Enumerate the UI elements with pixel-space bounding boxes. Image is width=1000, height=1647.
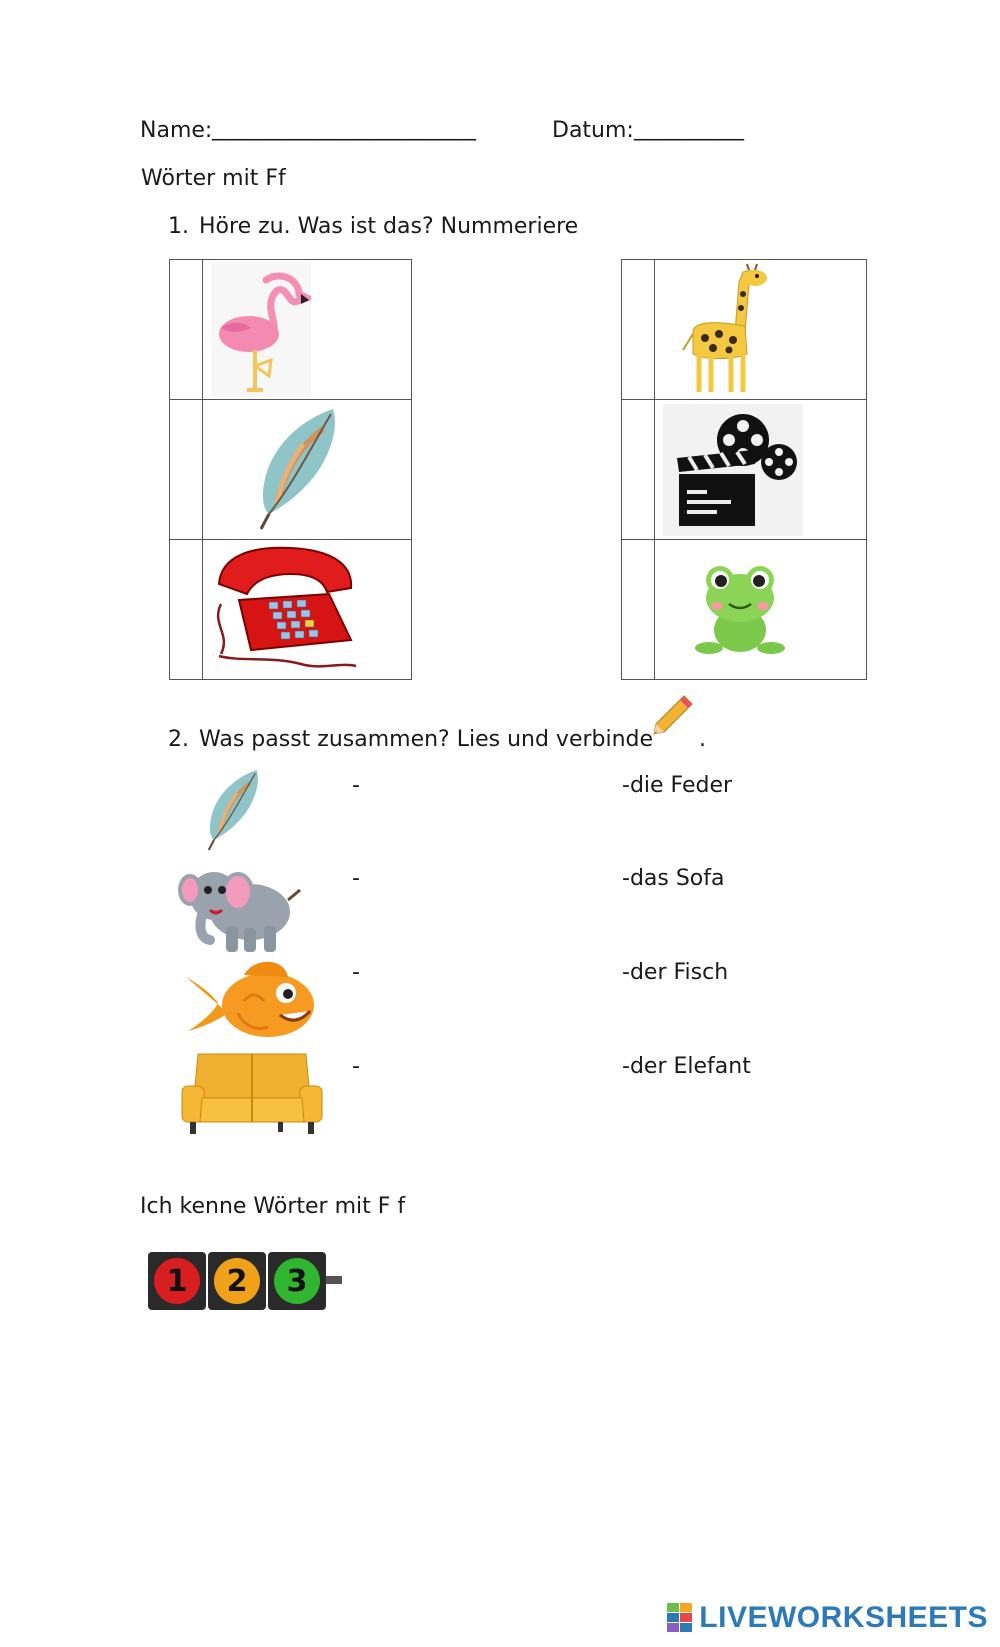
- telephone-icon: [211, 544, 361, 674]
- name-label: Name:: [140, 118, 213, 143]
- number-cell[interactable]: [622, 540, 655, 680]
- level-button-2[interactable]: 2: [226, 1263, 248, 1299]
- numbering-table-right: [621, 259, 867, 680]
- logo-blocks-icon: [667, 1603, 693, 1633]
- image-cell-telephone: [203, 540, 412, 680]
- match-word-1[interactable]: -die Feder: [622, 773, 733, 798]
- elephant-icon[interactable]: [176, 860, 306, 956]
- pencil-icon: [648, 692, 694, 738]
- task2-instruction: Was passt zusammen? Lies und verbinde: [199, 727, 654, 752]
- image-cell-giraffe: [655, 260, 867, 400]
- match-dot-left-1[interactable]: -: [352, 773, 360, 798]
- number-cell[interactable]: [622, 260, 655, 400]
- match-word-4[interactable]: -der Elefant: [622, 1054, 751, 1079]
- feather-icon[interactable]: [190, 766, 270, 854]
- number-cell[interactable]: [170, 400, 203, 540]
- number-input-feather[interactable]: [170, 455, 202, 485]
- match-dot-left-3[interactable]: -: [352, 960, 360, 985]
- frog-icon: [695, 560, 785, 660]
- feather-icon: [233, 404, 353, 534]
- name-field[interactable]: ________________________: [212, 116, 476, 141]
- film-icon: [663, 404, 803, 536]
- fish-icon[interactable]: [184, 957, 318, 1047]
- self-check-text: Ich kenne Wörter mit F f: [140, 1194, 406, 1219]
- logo-text: LIVEWORKSHEETS: [699, 1601, 988, 1634]
- self-check-rating: [148, 1252, 344, 1310]
- image-cell-feather: [203, 400, 412, 540]
- match-dot-left-4[interactable]: -: [352, 1054, 360, 1079]
- sofa-icon[interactable]: [178, 1046, 326, 1138]
- liveworksheets-logo[interactable]: [667, 1601, 988, 1635]
- task1-instruction: Höre zu. Was ist das? Nummeriere: [199, 214, 579, 239]
- number-cell[interactable]: [170, 540, 203, 680]
- date-label: Datum:: [552, 118, 634, 143]
- date-field[interactable]: __________: [634, 116, 744, 141]
- number-input-flamingo[interactable]: [170, 315, 202, 345]
- number-input-telephone[interactable]: [170, 595, 202, 625]
- giraffe-icon: [673, 262, 773, 398]
- image-cell-frog: [655, 540, 867, 680]
- number-cell[interactable]: [170, 260, 203, 400]
- match-word-2[interactable]: -das Sofa: [622, 866, 725, 891]
- number-input-frog[interactable]: [622, 595, 654, 625]
- image-cell-flamingo: [203, 260, 412, 400]
- task2-end-mark: .: [699, 727, 706, 752]
- page-title: Wörter mit Ff: [141, 166, 286, 191]
- task2-number: 2.: [168, 727, 189, 752]
- number-input-giraffe[interactable]: [622, 315, 654, 345]
- task1-number: 1.: [168, 214, 189, 239]
- flamingo-icon: [211, 262, 311, 397]
- match-word-3[interactable]: -der Fisch: [622, 960, 729, 985]
- number-cell[interactable]: [622, 400, 655, 540]
- level-button-3[interactable]: 3: [286, 1263, 308, 1299]
- level-button-1[interactable]: 1: [166, 1263, 188, 1299]
- image-cell-film: [655, 400, 867, 540]
- number-input-film[interactable]: [622, 455, 654, 485]
- numbering-table-left: [169, 259, 412, 680]
- match-dot-left-2[interactable]: -: [352, 866, 360, 891]
